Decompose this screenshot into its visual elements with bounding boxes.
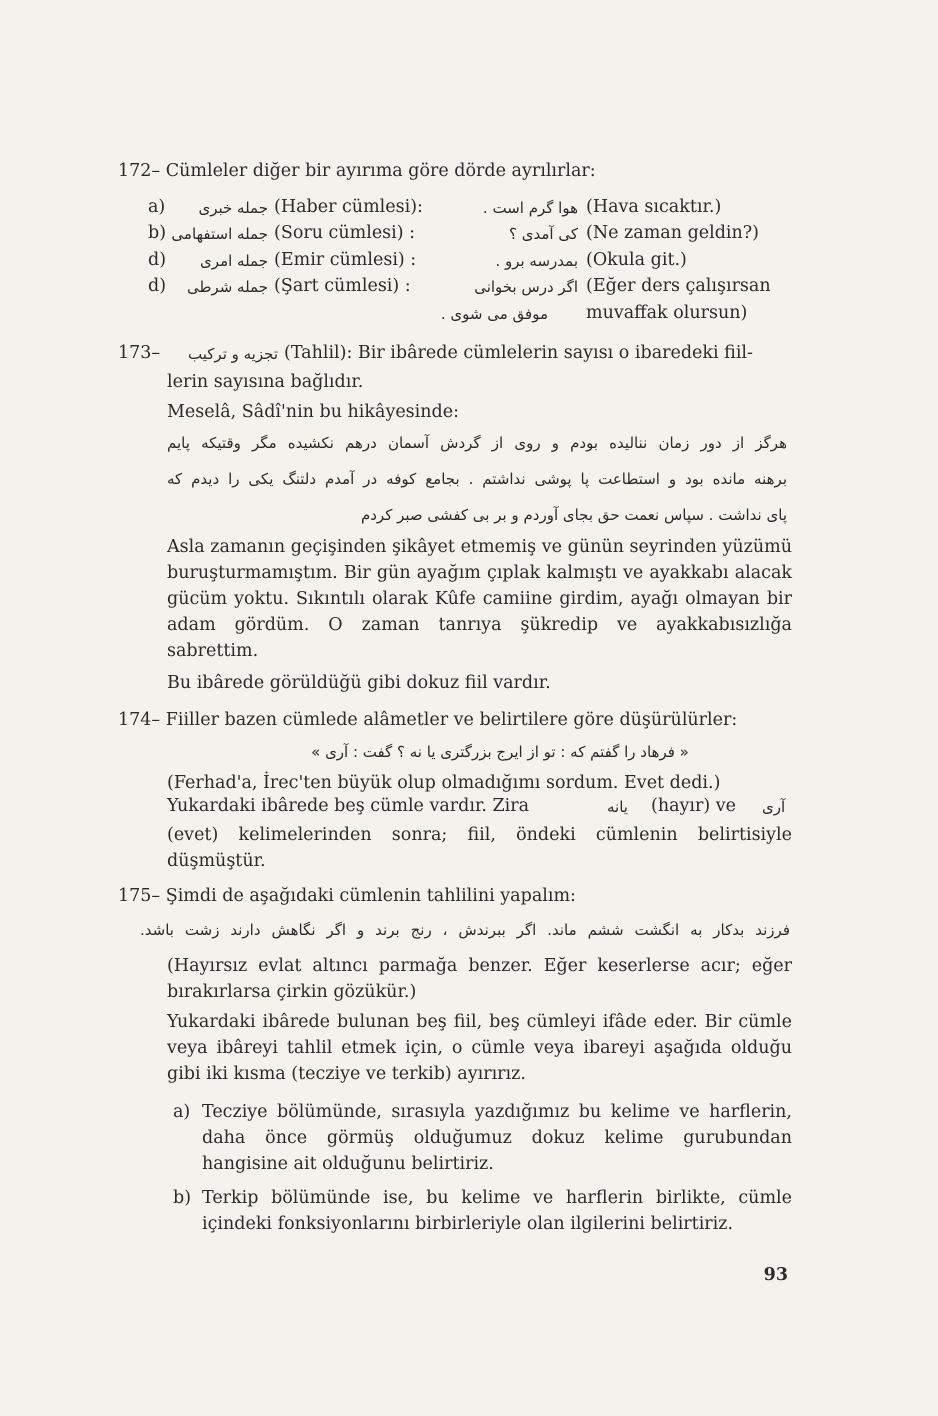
example-row-b [148, 223, 798, 247]
page-number: 93 [763, 1265, 788, 1285]
section-173-mesela: Meselâ, Sâdî'nin bu hikâyesinde: [167, 402, 459, 422]
item-b-letter: b) [173, 1188, 192, 1208]
row-turkish-type: (Soru cümlesi) : [274, 223, 416, 243]
section-173-conclusion: Bu ibârede görüldüğü gibi dokuz fiil vardır. [167, 673, 551, 693]
arabic-quote-line-1: هرگز از دور زمان نناليده بودم و روی از گردش آسمان درهم نکشيده مگر وقتيکه پايم [167, 434, 787, 452]
section-173-heading-cont: lerin sayısına bağlıdır. [167, 372, 364, 392]
row-letter: a) [148, 197, 166, 217]
section-173-heading-text: (Tahlil): Bir ibârede cümlelerin sayısı o ibaredeki fiil- [284, 343, 753, 363]
row-arabic-type: جمله شرطی [186, 278, 268, 296]
row-arabic-type: جمله امری [200, 252, 268, 270]
section-172-title: 172– Cümleler diğer bir ayırıma göre dörde ayrılırlar: [118, 161, 596, 181]
item-b-text: Terkip bölümünde ise, bu kelime ve harflerin birlikte, cümle içindeki fonksiyonlarını birbirleriyle olan ilgilerini belirtiriz. [202, 1188, 792, 1234]
row-letter: d) [148, 250, 167, 270]
row-turkish-example: (Okula git.) [586, 250, 687, 270]
section-175-translation: (Hayırsız evlat altıncı parmağa benzer. Eğer keserlerse acır; eğer bırakırlarsa çirkin gözükür.) [167, 956, 792, 1002]
row-arabic-example: هوا گرم است . [482, 199, 578, 217]
row-letter: b) [148, 223, 167, 243]
section-173-translation: Asla zamanın geçişinden şikâyet etmemiş ve günün seyrinden yüzümü buruşturmamıştım. Bir gün ayağım çıplak kalmıştı ve ayakkabı alacak gücüm yoktu. Sıkıntılı olarak Kûfe camiine girdim, ayağı olmayan bir adam gördüm. O zaman tanrıya şükredip ve ayakkabısızlığa sabrettim. [167, 537, 792, 661]
item-a-text: Tecziye bölümünde, sırasıyla yazdığımız bu kelime ve harflerin, daha önce görmüş olduğumuz dokuz kelime gurubundan hangisine ait olduğunu belirtiriz. [202, 1102, 792, 1174]
row-arabic-example: کی آمدی ؟ [509, 225, 578, 243]
example-row-c [148, 250, 798, 274]
section-175-explanation: Yukardaki ibârede bulunan beş fiil, beş cümleyi ifâde eder. Bir cümle veya ibâreyi tahlil etmek için, o cümle veya ibareyi aşağıda olduğu gibi iki kısma (tecziye ve terkib) ayırırız. [167, 1012, 792, 1084]
arabic-word-yane: یانه [607, 798, 628, 816]
section-174-explanation-cont: (evet) kelimelerinden sonra; fiil, öndeki cümlenin belirtisiyle düşmüştür. [167, 825, 792, 871]
section-173-arabic-term: تجزیه و ترکیب [188, 345, 278, 363]
row-turkish-type: (Haber cümlesi): [274, 197, 423, 217]
explanation-text: Yukardaki ibârede beş cümle vardır. Zira [167, 796, 530, 816]
section-number: 173– [118, 343, 161, 363]
row-turkish-example: (Hava sıcaktır.) [586, 197, 722, 217]
row-arabic-type: جمله استفهامی [171, 225, 268, 243]
example-row-a [148, 197, 798, 221]
row-turkish-type: (Şart cümlesi) : [274, 276, 411, 296]
row-arabic-example: بمدرسه برو . [495, 252, 578, 270]
section-174-title: 174– Fiiller bazen cümlede alâmetler ve belirtilere göre düşürülürler: [118, 710, 738, 730]
section-174-arabic: « فرهاد را گفتم که : تو از ایرج بزرگتری یا نه ؟ گفت : آری » [311, 743, 689, 761]
section-174-explanation-line [167, 796, 797, 822]
section-175-title: 175– Şimdi de aşağıdaki cümlenin tahlilini yapalım: [118, 886, 576, 906]
arabic-word-ari: آری [762, 798, 786, 816]
row-arabic-type: جمله خبری [198, 199, 268, 217]
example-row-d [148, 276, 798, 300]
arabic-quote-line-3: پای نداشت . سپاس نعمت حق بجای آوردم و بر بی کفشی صبر کردم [360, 506, 787, 524]
section-175-arabic: فرزند بدکار به انگشت ششم ماند. اگر ببرندش ، رنج برند و اگر نگاهش دارند زشت باشد. [140, 921, 790, 939]
example-row-d-continuation [148, 303, 798, 327]
row-arabic-example: موفق می شوی . [440, 305, 548, 323]
explanation-text: (hayır) ve [651, 796, 737, 816]
row-arabic-example: اگر درس بخوانی [474, 278, 578, 296]
row-turkish-example: muvaffak olursun) [586, 303, 748, 323]
row-turkish-type: (Emir cümlesi) : [274, 250, 417, 270]
arabic-quote-line-2: برهنه مانده بود و استطاعت پا پوشی نداشتم . بجامع کوفه در آمدم دلتنگ يکی را ديدم که [167, 470, 787, 488]
section-174-translation: (Ferhad'a, İrec'ten büyük olup olmadığımı sordum. Evet dedi.) [167, 773, 721, 793]
section-173-heading [118, 343, 798, 369]
item-a-letter: a) [173, 1102, 191, 1122]
row-letter: d) [148, 276, 167, 296]
row-turkish-example: (Eğer ders çalışırsan [586, 276, 771, 296]
row-turkish-example: (Ne zaman geldin?) [586, 223, 760, 243]
